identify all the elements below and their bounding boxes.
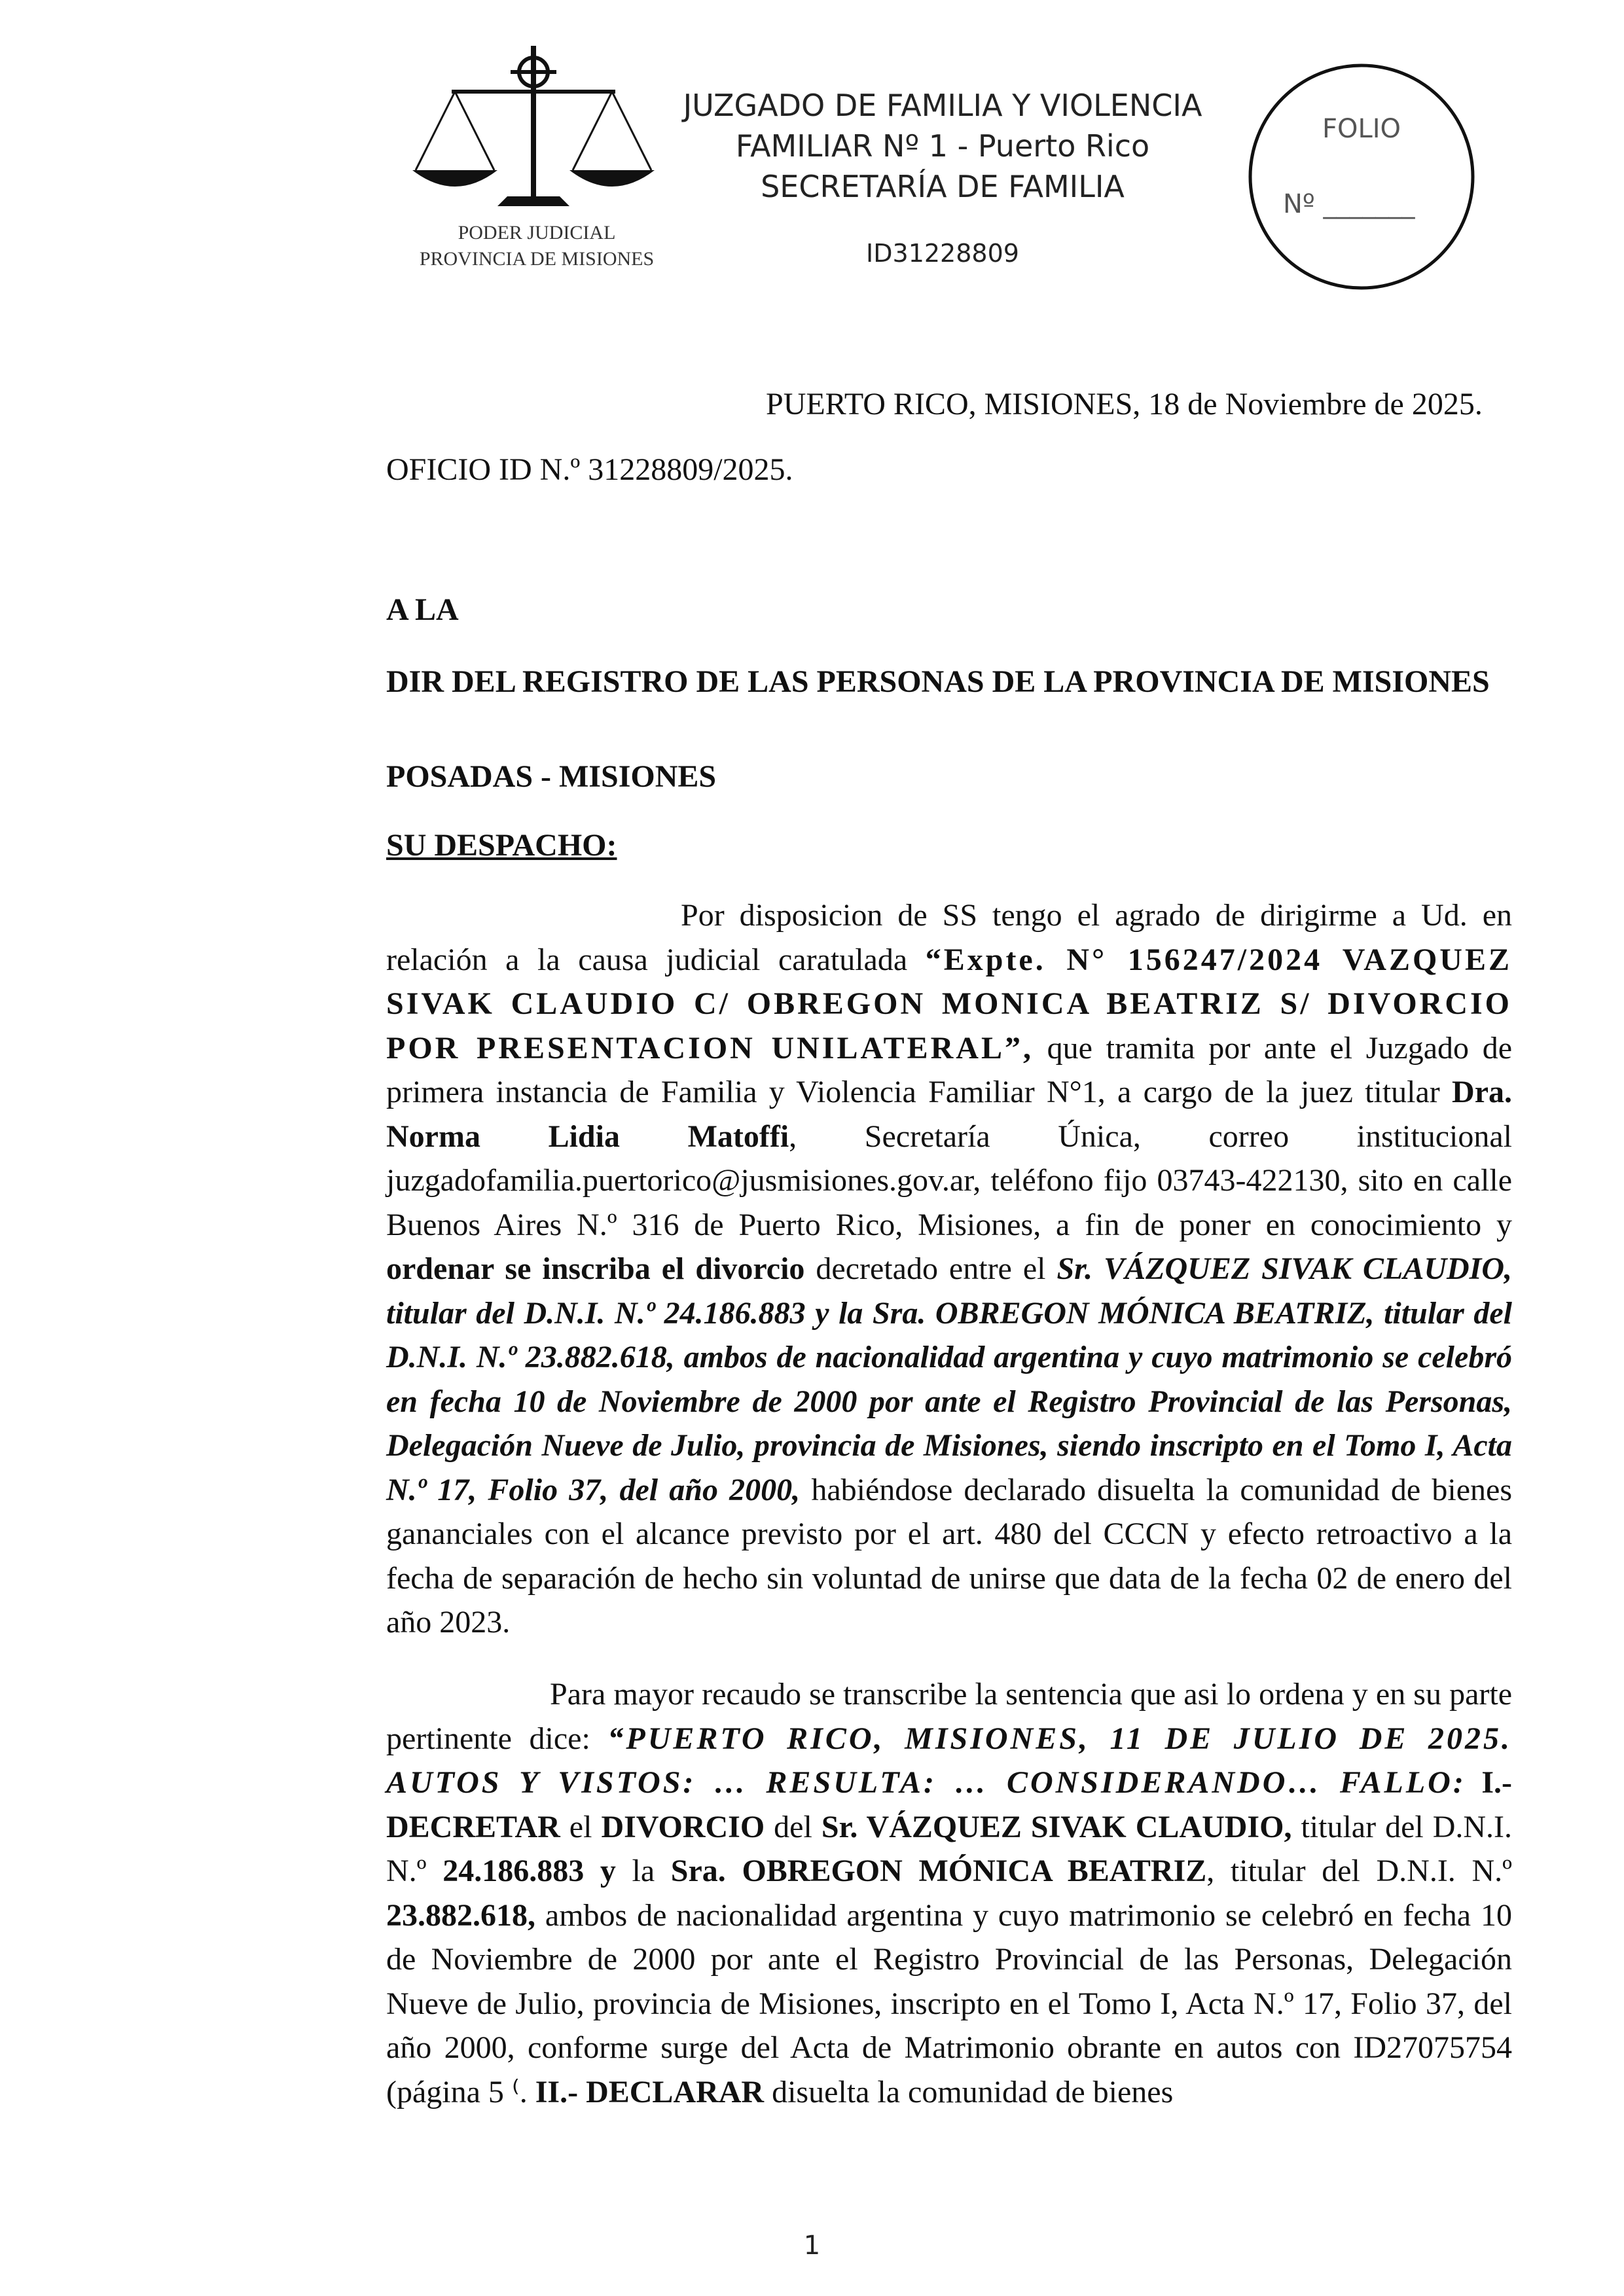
p2-text-6: , titular del D.N.I. N.º: [1206, 1854, 1513, 1888]
folio-number-label: Nº _______: [1283, 189, 1415, 219]
oficio-number: OFICIO ID N.º 31228809/2025.: [386, 452, 793, 487]
folio-label: FOLIO: [1322, 114, 1401, 144]
p2-party-2: Sra. OBREGON MÓNICA BEATRIZ: [670, 1854, 1207, 1888]
folio-stamp: [1244, 62, 1479, 291]
body-paragraph-1: [386, 893, 1512, 1645]
seal-line-2: PROVINCIA DE MISIONES: [419, 248, 655, 270]
recipient-directorate: DIR DEL REGISTRO DE LAS PERSONAS DE LA PROVINCIA DE MISIONES: [386, 664, 1490, 699]
p1-text-4: decretado entre el: [804, 1251, 1057, 1286]
p1-text-1: Por disposicion de SS tengo el agrado de dirigirme a Ud. en relación a la causa judicial caratulada: [386, 898, 1512, 977]
p1-order: ordenar se inscriba el divorcio: [386, 1251, 805, 1286]
p2-text-4: titular del D.N.I. N.º: [386, 1809, 1513, 1888]
p1-parties-details: Sr. VÁZQUEZ SIVAK CLAUDIO, titular del D.N.I. N.º 24.186.883 y la Sra. OBREGON MÓNICA BEATRIZ, titular del D.N.I. N.º 23.882.618, ambos de nacionalidad argentina y cuyo matrimonio se celebró en fecha 10 de Noviembre de 2000 por ante el Registro Provincial de las Personas, Delegación Nueve de Julio, provincia de Misiones, siendo inscripto en el Tomo I, Acta N.º 17, Folio 37, del año 2000,: [386, 1251, 1513, 1507]
p1-text-3: , Secretaría Única, correo institucional juzgadofamilia.puertorico@jusmisiones.gov.ar, teléfono fijo 03743-422130, sito en calle Buenos Aires N.º 316 de Puerto Rico, Misiones, a fin de poner en conocimiento y: [386, 1119, 1512, 1242]
p1-text-5: habiéndose declarado disuelta la comunidad de bienes gananciales con el alcance previsto por el art. 480 del CCCN y efecto retroactivo a la fecha de separación de hecho sin voluntad de unirse que data de la fecha 02 de enero del año 2023.: [386, 1472, 1512, 1640]
court-name: [655, 85, 1231, 207]
p2-mark: ⁽.: [511, 2074, 528, 2109]
p2-text-7: ambos de nacionalidad argentina y cuyo matrimonio se celebró en fecha 10 de Noviembre de 2000 por ante el Registro Provincial de las Personas, Delegación Nueve de Julio, provincia de Misiones, inscripto en el Tomo I, Acta N.º 17, Folio 37, del año 2000, conforme surge del Acta de Matrimonio obrante en autos con ID27075754 (página 5: [386, 1897, 1512, 2109]
p2-text-2: el: [560, 1809, 602, 1844]
p1-judge-name: Dra. Norma Lidia Matoffi: [386, 1075, 1512, 1154]
su-despacho: SU DESPACHO:: [386, 828, 617, 863]
scales-of-justice-icon: [399, 39, 674, 288]
date-line: PUERTO RICO, MISIONES, 18 de Noviembre de 2025.: [766, 387, 1483, 422]
p2-divorcio: DIVORCIO: [601, 1809, 765, 1844]
p2-sentence-header: “PUERTO RICO, MISIONES, 11 DE JULIO DE 2025. AUTOS Y VISTOS: … RESULTA: … CONSIDERANDO… FALLO:: [386, 1721, 1512, 1800]
court-line-1: JUZGADO DE FAMILIA Y VIOLENCIA: [683, 88, 1202, 123]
seal-line-1: PODER JUDICIAL: [458, 222, 616, 243]
p2-text-5: la: [615, 1854, 671, 1888]
p1-case-title: “Expte. N° 156247/2024 VAZQUEZ SIVAK CLAUDIO C/ OBREGON MONICA BEATRIZ S/ DIVORCIO POR PRESENTACION UNILATERAL”,: [386, 942, 1512, 1066]
recipient-city: POSADAS - MISIONES: [386, 759, 717, 794]
body-paragraph-2: [386, 1672, 1512, 2114]
p2-decretar: I.- DECRETAR: [386, 1765, 1512, 1844]
judicial-seal-logo: [399, 39, 674, 288]
p2-party-1: Sr. VÁZQUEZ SIVAK CLAUDIO,: [821, 1809, 1292, 1844]
p2-text-3: del: [765, 1809, 821, 1844]
document-id: ID31228809: [866, 239, 1019, 268]
recipient-ala: A LA: [386, 592, 459, 627]
p2-declarar: II.- DECLARAR: [527, 2074, 765, 2109]
p2-text-8: disuelta la comunidad de bienes: [764, 2074, 1174, 2109]
page-number: 1: [803, 2231, 821, 2261]
p2-dni-1: 24.186.883 y: [442, 1854, 616, 1888]
p2-dni-2: 23.882.618,: [386, 1897, 535, 1933]
court-line-2: FAMILIAR Nº 1 - Puerto Rico: [735, 128, 1150, 164]
court-line-3: SECRETARÍA DE FAMILIA: [761, 169, 1125, 204]
p2-text-1: Para mayor recaudo se transcribe la sentencia que asi lo ordena y en su parte pertinente dice:: [386, 1677, 1512, 1756]
p1-text-2: que tramita por ante el Juzgado de primera instancia de Familia y Violencia Familiar N°1, a cargo de la juez titular: [386, 1030, 1513, 1109]
